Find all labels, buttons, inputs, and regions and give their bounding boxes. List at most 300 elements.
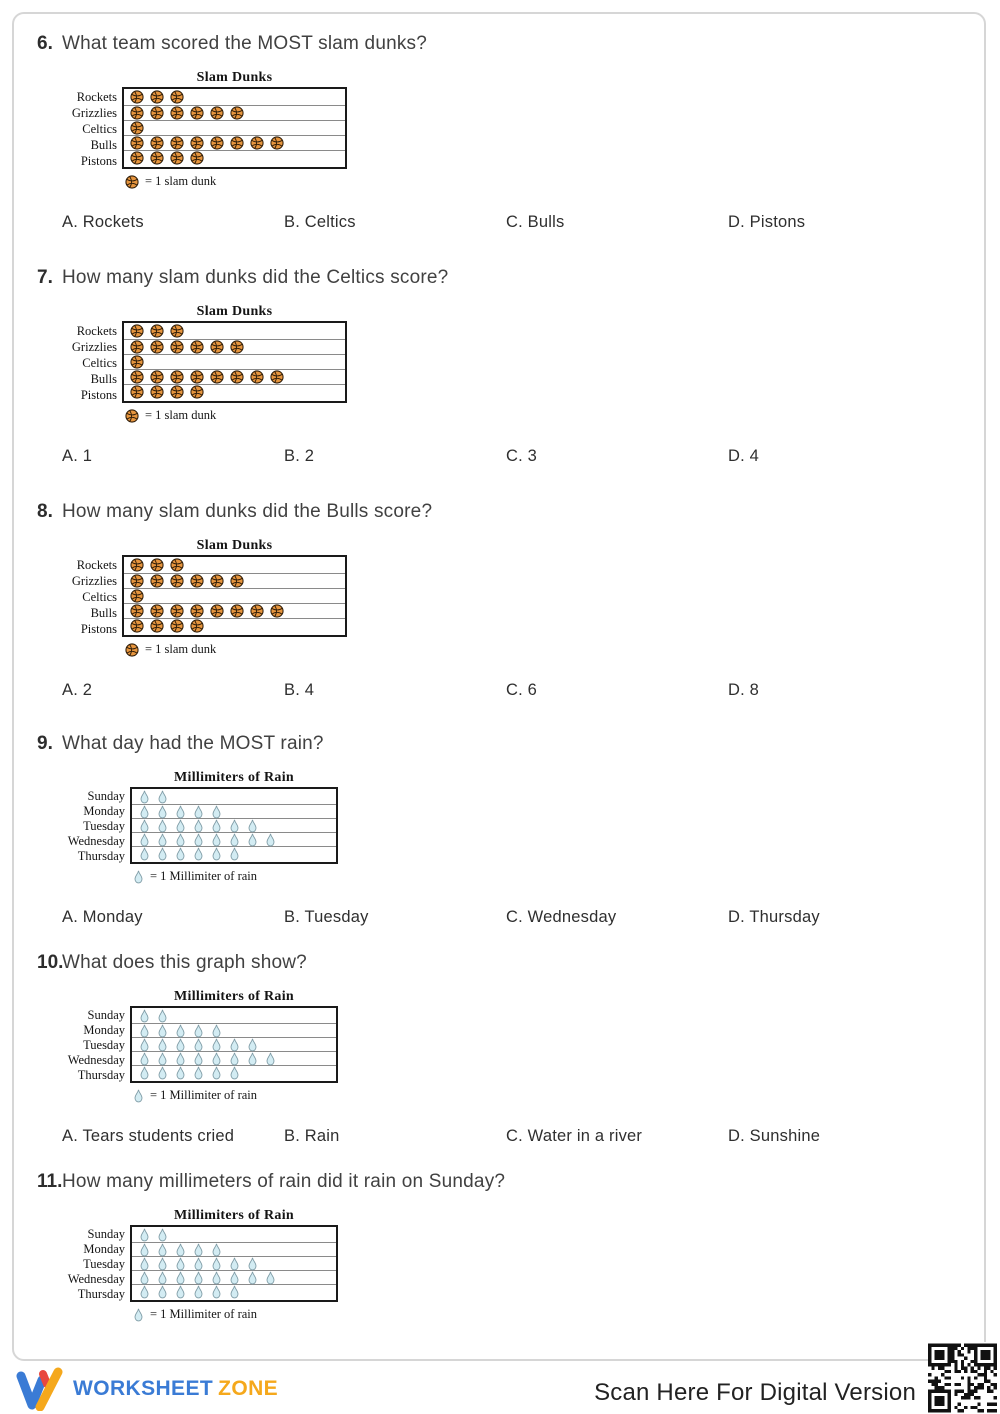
raindrop-icon — [265, 1052, 276, 1066]
question-block-6 — [37, 33, 967, 232]
basketball-icon — [150, 619, 164, 633]
scan-here-text: Scan Here For Digital Version — [594, 1379, 916, 1406]
raindrop-icon — [193, 1066, 204, 1080]
basketball-icon — [210, 604, 224, 618]
basketball-icon — [150, 90, 164, 104]
basketball-icon — [250, 604, 264, 618]
raindrop-icon — [193, 1052, 204, 1066]
brand-worksheet: WORKSHEET — [73, 1377, 214, 1400]
basketball-icon — [125, 175, 139, 189]
raindrop-icon — [157, 1285, 168, 1299]
answer-option-d[interactable]: D. Sunshine — [728, 1127, 821, 1145]
chart-box — [130, 787, 338, 864]
basketball-icon — [190, 151, 204, 165]
basketball-icon — [190, 574, 204, 588]
chart-row — [132, 1037, 336, 1051]
chart-row — [132, 832, 336, 846]
basketball-icon — [170, 90, 184, 104]
basketball-icon — [250, 370, 264, 384]
raindrop-icon — [193, 1038, 204, 1052]
chart-row-label: Thursday — [77, 849, 125, 863]
chart-row — [132, 1065, 336, 1079]
basketball-icon — [190, 370, 204, 384]
answer-option-b[interactable]: B. Celtics — [284, 213, 356, 231]
qr-code — [928, 1342, 997, 1414]
chart-row-label: Pistons — [80, 621, 117, 636]
question-number: 7. — [37, 267, 53, 288]
basketball-icon — [170, 136, 184, 150]
question-number: 11. — [37, 1171, 63, 1192]
basketball-icon — [130, 385, 144, 399]
basketball-icon — [190, 385, 204, 399]
basketball-icon — [170, 106, 184, 120]
chart-legend — [133, 869, 967, 884]
raindrop-icon — [139, 1052, 150, 1066]
basketball-icon — [190, 340, 204, 354]
chart-legend — [133, 1307, 967, 1322]
raindrop-icon — [193, 833, 204, 847]
basketball-icon — [125, 409, 139, 423]
question-number: 9. — [37, 733, 53, 754]
chart-row — [132, 1270, 336, 1284]
raindrop-icon — [211, 819, 222, 833]
answer-option-c[interactable]: C. 6 — [506, 681, 538, 699]
answer-option-a[interactable]: A. Monday — [62, 908, 143, 926]
chart-row-label: Sunday — [87, 1008, 125, 1022]
chart-row — [132, 1023, 336, 1037]
basketball-icon — [170, 619, 184, 633]
raindrop-icon — [193, 1285, 204, 1299]
raindrop-icon — [157, 1257, 168, 1271]
raindrop-icon — [157, 805, 168, 819]
raindrop-icon — [211, 1257, 222, 1271]
basketball-icon — [170, 385, 184, 399]
raindrop-icon — [157, 1009, 168, 1023]
raindrop-icon — [247, 1038, 258, 1052]
chart-legend — [125, 642, 967, 657]
chart-row-label: Monday — [83, 1023, 125, 1037]
raindrop-icon — [193, 819, 204, 833]
basketball-icon — [150, 324, 164, 338]
raindrop-icon — [193, 847, 204, 861]
chart-row-label: Pistons — [80, 387, 117, 402]
basketball-icon — [150, 151, 164, 165]
question-line — [37, 952, 967, 974]
basketball-icon — [170, 340, 184, 354]
legend-text: = 1 slam dunk — [145, 408, 217, 422]
question-number: 6. — [37, 33, 53, 54]
raindrop-icon — [211, 1052, 222, 1066]
basketball-icon — [130, 619, 144, 633]
basketball-icon — [130, 355, 144, 369]
raindrop-icon — [139, 819, 150, 833]
question-block-9 — [37, 733, 967, 927]
question-text: How many slam dunks did the Bulls score? — [62, 501, 433, 522]
raindrop-icon — [211, 1066, 222, 1080]
chart-row-label: Wednesday — [67, 1053, 125, 1067]
slam-dunks-pictograph — [37, 304, 967, 423]
legend-text: = 1 slam dunk — [145, 642, 217, 656]
raindrop-icon — [139, 847, 150, 861]
raindrop-icon — [175, 1038, 186, 1052]
chart-row — [124, 369, 345, 384]
answer-option-c[interactable]: C. Water in a river — [506, 1127, 643, 1145]
answer-option-d[interactable]: D. Thursday — [728, 908, 820, 926]
basketball-icon — [230, 340, 244, 354]
raindrop-icon — [229, 833, 240, 847]
raindrop-icon — [139, 833, 150, 847]
question-text: What day had the MOST rain? — [62, 733, 324, 754]
basketball-icon — [170, 324, 184, 338]
raindrop-icon — [211, 847, 222, 861]
basketball-icon — [130, 324, 144, 338]
raindrop-icon — [175, 1257, 186, 1271]
chart-row — [124, 573, 345, 588]
answer-option-b[interactable]: B. Tuesday — [284, 908, 369, 926]
basketball-icon — [210, 136, 224, 150]
answer-option-c[interactable]: C. 3 — [506, 447, 538, 465]
raindrop-icon — [139, 1228, 150, 1242]
raindrop-icon — [193, 805, 204, 819]
chart-legend — [125, 174, 967, 189]
raindrop-icon — [139, 1243, 150, 1257]
raindrop-icon — [229, 1257, 240, 1271]
chart-box — [122, 321, 347, 403]
basketball-icon — [150, 370, 164, 384]
answer-option-a[interactable]: A. Tears students cried — [62, 1127, 235, 1145]
basketball-icon — [150, 340, 164, 354]
answer-option-a[interactable]: A. 2 — [62, 681, 93, 699]
basketball-icon — [170, 370, 184, 384]
chart-row — [124, 603, 345, 618]
raindrop-icon — [229, 1066, 240, 1080]
raindrop-icon — [175, 1052, 186, 1066]
raindrop-icon — [211, 833, 222, 847]
question-number: 10. — [37, 952, 64, 973]
chart-box — [130, 1225, 338, 1302]
basketball-icon — [190, 106, 204, 120]
slam-dunks-pictograph — [37, 70, 967, 189]
raindrop-icon — [247, 1257, 258, 1271]
raindrop-icon — [175, 805, 186, 819]
chart-title: Slam Dunks — [196, 70, 273, 85]
raindrop-icon — [265, 1271, 276, 1285]
chart-row-label: Bulls — [90, 371, 117, 386]
chart-row-label: Sunday — [87, 789, 125, 803]
rain-pictograph — [37, 1208, 967, 1322]
slam-dunks-pictograph — [37, 538, 967, 657]
answer-row — [62, 908, 967, 927]
chart-row — [132, 818, 336, 832]
basketball-icon — [190, 619, 204, 633]
chart-legend — [133, 1088, 967, 1103]
answer-option-d[interactable]: D. Pistons — [728, 213, 806, 231]
chart-row — [124, 339, 345, 354]
raindrop-icon — [157, 1228, 168, 1242]
chart-row — [124, 588, 345, 603]
raindrop-icon — [193, 1024, 204, 1038]
chart-row — [132, 804, 336, 818]
basketball-icon — [170, 558, 184, 572]
answer-row — [62, 213, 967, 232]
basketball-icon — [130, 121, 144, 135]
raindrop-icon — [157, 1038, 168, 1052]
legend-text: = 1 Millimiter of rain — [150, 1088, 258, 1102]
raindrop-icon — [211, 1243, 222, 1257]
question-text: How many slam dunks did the Celtics score? — [62, 267, 449, 288]
basketball-icon — [130, 370, 144, 384]
chart-box — [130, 1006, 338, 1083]
basketball-icon — [150, 604, 164, 618]
basketball-icon — [130, 558, 144, 572]
basketball-icon — [230, 574, 244, 588]
chart-row-label: Grizzlies — [71, 105, 117, 120]
chart-row-label: Bulls — [90, 605, 117, 620]
raindrop-icon — [133, 1308, 144, 1322]
basketball-icon — [170, 574, 184, 588]
raindrop-icon — [133, 870, 144, 884]
raindrop-icon — [139, 1009, 150, 1023]
basketball-icon — [150, 136, 164, 150]
basketball-icon — [190, 604, 204, 618]
raindrop-icon — [157, 1271, 168, 1285]
raindrop-icon — [229, 1038, 240, 1052]
chart-row-label: Thursday — [77, 1287, 125, 1301]
chart-row — [132, 1008, 336, 1023]
chart-row-label: Rockets — [76, 323, 117, 338]
raindrop-icon — [229, 1052, 240, 1066]
chart-row — [132, 1227, 336, 1242]
chart-title: Millimiters of Rain — [173, 989, 294, 1004]
chart-row — [124, 557, 345, 573]
raindrop-icon — [157, 1066, 168, 1080]
raindrop-icon — [139, 1257, 150, 1271]
chart-row — [124, 105, 345, 120]
brand-logo — [16, 1367, 278, 1411]
basketball-icon — [130, 340, 144, 354]
question-block-7 — [37, 267, 967, 466]
basketball-icon — [270, 136, 284, 150]
raindrop-icon — [139, 790, 150, 804]
basketball-icon — [150, 106, 164, 120]
basketball-icon — [250, 136, 264, 150]
rain-pictograph — [37, 770, 967, 884]
answer-row — [62, 1127, 967, 1146]
raindrop-icon — [247, 1271, 258, 1285]
raindrop-icon — [193, 1271, 204, 1285]
chart-row — [132, 1051, 336, 1065]
basketball-icon — [270, 370, 284, 384]
question-number: 8. — [37, 501, 53, 522]
answer-option-a[interactable]: A. 1 — [62, 447, 93, 465]
raindrop-icon — [229, 819, 240, 833]
legend-text: = 1 Millimiter of rain — [150, 1307, 258, 1321]
answer-option-c[interactable]: C. Bulls — [506, 213, 565, 231]
brand-name — [73, 1377, 278, 1401]
question-line — [37, 733, 967, 755]
chart-row — [124, 354, 345, 369]
raindrop-icon — [157, 819, 168, 833]
basketball-icon — [210, 370, 224, 384]
basketball-icon — [210, 340, 224, 354]
raindrop-icon — [157, 1243, 168, 1257]
basketball-icon — [130, 90, 144, 104]
raindrop-icon — [175, 833, 186, 847]
answer-option-b[interactable]: B. 4 — [284, 681, 315, 699]
answer-option-a[interactable]: A. Rockets — [62, 213, 144, 231]
raindrop-icon — [139, 1038, 150, 1052]
basketball-icon — [150, 558, 164, 572]
question-line — [37, 1171, 967, 1193]
chart-title: Millimiters of Rain — [173, 1208, 294, 1223]
chart-title: Slam Dunks — [196, 304, 273, 319]
chart-row — [132, 1242, 336, 1256]
basketball-icon — [210, 106, 224, 120]
raindrop-icon — [211, 1038, 222, 1052]
answer-row — [62, 447, 967, 466]
raindrop-icon — [193, 1243, 204, 1257]
raindrop-icon — [133, 1089, 144, 1103]
chart-row — [132, 1256, 336, 1270]
basketball-icon — [125, 643, 139, 657]
raindrop-icon — [139, 805, 150, 819]
raindrop-icon — [139, 1066, 150, 1080]
raindrop-icon — [139, 1024, 150, 1038]
basketball-icon — [150, 574, 164, 588]
raindrop-icon — [175, 1243, 186, 1257]
chart-row-label: Grizzlies — [71, 573, 117, 588]
question-block-8 — [37, 501, 967, 700]
chart-legend — [125, 408, 967, 423]
chart-row-label: Pistons — [80, 153, 117, 168]
raindrop-icon — [139, 1285, 150, 1299]
chart-row-label: Celtics — [82, 589, 117, 604]
basketball-icon — [230, 106, 244, 120]
basketball-icon — [230, 604, 244, 618]
raindrop-icon — [247, 819, 258, 833]
basketball-icon — [210, 574, 224, 588]
raindrop-icon — [175, 1024, 186, 1038]
chart-title: Millimiters of Rain — [173, 770, 294, 785]
chart-row-label: Wednesday — [67, 834, 125, 848]
basketball-icon — [170, 604, 184, 618]
raindrop-icon — [157, 1052, 168, 1066]
chart-row — [124, 323, 345, 339]
basketball-icon — [130, 106, 144, 120]
chart-box — [122, 555, 347, 637]
chart-row — [124, 135, 345, 150]
basketball-icon — [170, 151, 184, 165]
raindrop-icon — [211, 1024, 222, 1038]
question-text: What does this graph show? — [62, 952, 307, 973]
raindrop-icon — [157, 1024, 168, 1038]
basketball-icon — [130, 136, 144, 150]
worksheetzone-logo-icon — [16, 1367, 64, 1411]
chart-title: Slam Dunks — [196, 538, 273, 553]
basketball-icon — [230, 370, 244, 384]
raindrop-icon — [175, 1285, 186, 1299]
chart-row — [124, 120, 345, 135]
raindrop-icon — [211, 805, 222, 819]
chart-row-label: Monday — [83, 1242, 125, 1256]
answer-row — [62, 681, 967, 700]
raindrop-icon — [157, 833, 168, 847]
raindrop-icon — [157, 790, 168, 804]
raindrop-icon — [211, 1285, 222, 1299]
basketball-icon — [150, 385, 164, 399]
question-line — [37, 501, 967, 523]
raindrop-icon — [175, 1271, 186, 1285]
answer-option-b[interactable]: B. Rain — [284, 1127, 340, 1145]
legend-text: = 1 slam dunk — [145, 174, 217, 188]
raindrop-icon — [175, 847, 186, 861]
legend-text: = 1 Millimiter of rain — [150, 869, 258, 883]
chart-row-label: Celtics — [82, 355, 117, 370]
chart-row-label: Celtics — [82, 121, 117, 136]
brand-zone: ZONE — [218, 1377, 279, 1400]
raindrop-icon — [265, 833, 276, 847]
chart-row-label: Wednesday — [67, 1272, 125, 1286]
raindrop-icon — [157, 847, 168, 861]
chart-row — [124, 150, 345, 165]
question-block-11 — [37, 1171, 967, 1322]
chart-row-label: Sunday — [87, 1227, 125, 1241]
chart-row — [132, 846, 336, 860]
chart-row — [124, 618, 345, 633]
question-block-10 — [37, 952, 967, 1146]
basketball-icon — [130, 151, 144, 165]
basketball-icon — [130, 589, 144, 603]
chart-row — [124, 89, 345, 105]
chart-row-label: Thursday — [77, 1068, 125, 1082]
rain-pictograph — [37, 989, 967, 1103]
answer-option-b[interactable]: B. 2 — [284, 447, 315, 465]
chart-row-label: Bulls — [90, 137, 117, 152]
raindrop-icon — [229, 1271, 240, 1285]
chart-row-label: Rockets — [76, 557, 117, 572]
raindrop-icon — [175, 1066, 186, 1080]
answer-option-d[interactable]: D. 8 — [728, 681, 760, 699]
raindrop-icon — [175, 819, 186, 833]
chart-row-label: Rockets — [76, 89, 117, 104]
question-text: How many millimeters of rain did it rain on Sunday? — [62, 1171, 506, 1192]
basketball-icon — [130, 574, 144, 588]
chart-box — [122, 87, 347, 169]
raindrop-icon — [229, 847, 240, 861]
raindrop-icon — [229, 1285, 240, 1299]
chart-row — [132, 789, 336, 804]
answer-option-c[interactable]: C. Wednesday — [506, 908, 617, 926]
basketball-icon — [270, 604, 284, 618]
raindrop-icon — [247, 833, 258, 847]
answer-option-d[interactable]: D. 4 — [728, 447, 760, 465]
raindrop-icon — [247, 1052, 258, 1066]
basketball-icon — [130, 604, 144, 618]
chart-row-label: Tuesday — [83, 819, 125, 833]
chart-row-label: Grizzlies — [71, 339, 117, 354]
chart-row — [124, 384, 345, 399]
question-line — [37, 33, 967, 55]
chart-row-label: Tuesday — [83, 1257, 125, 1271]
question-text: What team scored the MOST slam dunks? — [62, 33, 428, 54]
chart-row-label: Monday — [83, 804, 125, 818]
basketball-icon — [230, 136, 244, 150]
chart-row — [132, 1284, 336, 1298]
raindrop-icon — [193, 1257, 204, 1271]
chart-row-label: Tuesday — [83, 1038, 125, 1052]
raindrop-icon — [139, 1271, 150, 1285]
question-line — [37, 267, 967, 289]
